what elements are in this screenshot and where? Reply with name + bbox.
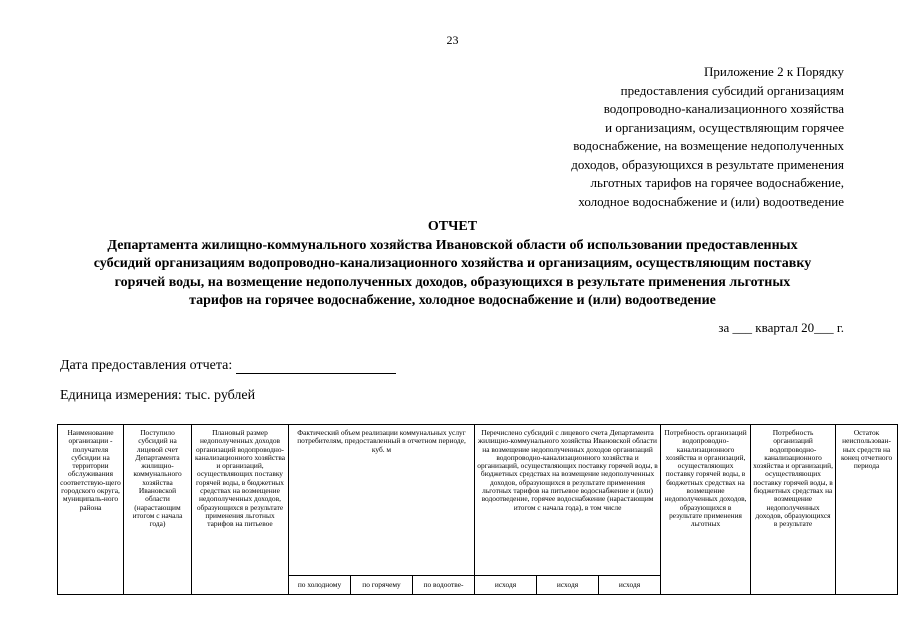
header-organization: Наименование организации - получателя субсидии на территории обслуживания соответствую-щего городского округа, муниципаль-ного района	[58, 425, 124, 595]
header-unused-balance: Остаток неиспользован-ных средств на конец отчетного периода	[836, 425, 898, 595]
unit-label: Единица измерения: тыс. рублей	[60, 388, 256, 403]
header-transferred-subsidies: Перечислено субсидий с лицевого счета Департамента жилищно-коммунального хозяйства Ивановской области на возмещение недополученных доходов организаций водопроводно-канализационного хозяйства и организаций, осуществляющих поставку горячей воды, в бюджетных средствах на возмещение недополученных доходов, образующихся в результате применения льготных тарифов на питьевое водоснабжение и (или) водоотведение, горячее водоснабжение (нарастающим итогом с начала года), в том числе	[475, 425, 661, 576]
header-received-subsidies: Поступило субсидий на лицевой счет Департамента жилищно-коммунального хозяйства Ивановской области (нарастающим итогом с начала года)	[124, 425, 192, 595]
report-subtitle-line: Департамента жилищно-коммунального хозяйства Ивановской области об использовании предоставленных	[107, 237, 798, 253]
subheader-based-on-3: исходя	[599, 576, 661, 595]
submission-date-blank	[236, 359, 396, 374]
subheader-cold-water: по холодному	[289, 576, 351, 595]
page-number: 23	[446, 33, 459, 47]
header-demand-1: Потребность организаций водопроводно-канализационного хозяйства и организаций, осуществляющих поставку горячей воды, в бюджетных средствах на возмещение недополученных доходов, образующихся в результате применения льготных	[661, 425, 751, 595]
appendix-line: водоснабжение, на возмещение недополученных	[573, 138, 844, 153]
subheader-based-on-1: исходя	[475, 576, 537, 595]
appendix-line: льготных тарифов на горячее водоснабжение,	[590, 175, 844, 190]
report-title-block	[60, 218, 845, 311]
submission-date-label: Дата предоставления отчета:	[60, 358, 233, 373]
header-actual-volume: Фактический объем реализации коммунальных услуг потребителям, предоставленный в отчетном периоде, куб. м	[289, 425, 475, 576]
subheader-based-on-2: исходя	[537, 576, 599, 595]
appendix-line: доходов, образующихся в результате применения	[571, 156, 844, 172]
report-heading: ОТЧЕТ	[427, 219, 478, 234]
appendix-line: холодное водоснабжение и (или) водоотведение	[578, 193, 844, 209]
report-subtitle-line: тарифов на горячее водоснабжение, холодное водоснабжение и (или) водоотведение	[189, 293, 716, 308]
submission-date-row	[60, 358, 396, 374]
appendix-note	[424, 63, 844, 211]
report-table	[57, 424, 898, 595]
appendix-line: предоставления субсидий организациям	[620, 82, 844, 98]
appendix-line: Приложение 2 к Порядку	[704, 64, 844, 79]
subheader-hot-water: по горячему	[351, 576, 413, 595]
report-period: за ___ квартал 20___ г.	[718, 320, 844, 335]
report-subtitle-line: горячей воды, на возмещение недополученных доходов, образующихся в результате применения льготных	[114, 274, 791, 290]
appendix-line: водопроводно-канализационного хозяйства	[603, 101, 844, 116]
appendix-line: и организациям, осуществляющим горячее	[605, 119, 844, 135]
subheader-sewerage: по водоотве-	[413, 576, 475, 595]
report-subtitle-line: субсидий организациям водопроводно-канализационного хозяйства и организациям, осуществляющим поставку	[93, 256, 812, 271]
header-demand-2: Потребность организаций водопроводно-канализационного хозяйства и организаций, осуществляющих поставку горячей воды, в бюджетных средствах на возмещение недополученных доходов, образующихся в результате	[751, 425, 836, 595]
header-planned-lost-income: Плановый размер недополученных доходов организаций водопроводно-канализационного хозяйства и организаций, осуществляющих поставку горячей воды, в бюджетных средствах на возмещение недополученных доходов, образующихся в результате применения льготных тарифов на питьевое	[192, 425, 289, 595]
